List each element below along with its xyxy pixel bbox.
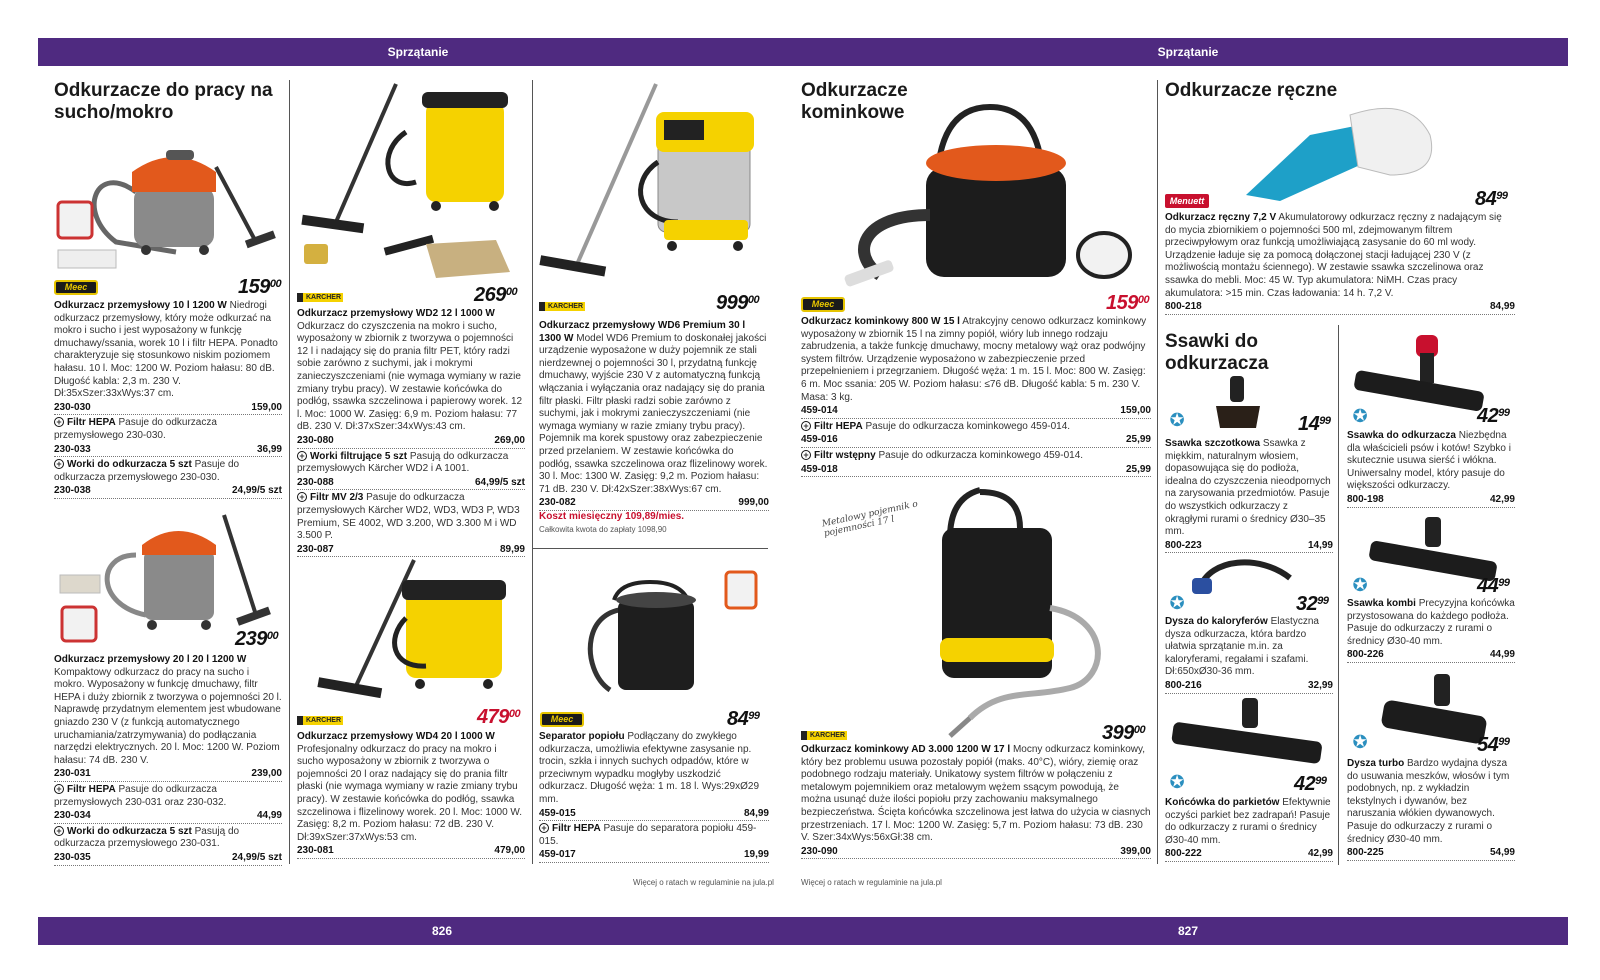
product-description: Model WD6 Premium to doskonałej jakości urządzenie wyposażone w duży pojemnik ze stali nierdzewnej o pojemności 30 l, przydatną funkcję dmuchawy, wyjście 230 V z automatyczną funkcją włączania i wyłączania oraz nadający się do prania filtr płaski. Filtr płaski radzi sobie zarówno z suchymi, jak i mokrymi zanieczyszczeniami (nie wymaga wymiany w razie zmiany trybu pracy). Pojemnik ma korek spustowy oraz zabezpieczenie przed przelaniem. W zestawie końcówka do podłóg, ssawka szczelinowa oraz flizelinowy worek. 30 l. Moc: 1300 W. Zasięg: 9,2 m. Poziom hałasu: 71 dB. 230 V. Dł:42xSzer:38xWys:67 cm. [539, 332, 768, 495]
product-name: Odkurzacz przemysłowy WD2 12 l 1000 W [297, 308, 495, 319]
product-block [54, 300, 282, 499]
karcher-logo: KARCHER [539, 302, 585, 311]
plus-circle-icon: + [801, 421, 811, 431]
accessory-item: + Worki do odkurzacza 5 szt Pasuje do odkurzacza przemysłowego 230-030. [54, 459, 240, 483]
product-image-fireplace-vacuum-15l [840, 105, 1140, 295]
sku-row: 230-082 999,00 [539, 497, 769, 511]
page-footer-banner [38, 917, 1568, 945]
price-tag: $399^{00}$ [1102, 722, 1146, 744]
accessory-item: + Filtr HEPA Pasuje do odkurzacza przemysłowych 230-031 oraz 230-032. [54, 783, 227, 808]
meec-logo: Meec [540, 712, 584, 727]
page-number-left: 826 [431, 924, 453, 938]
price-tag: $239^{00}$ [235, 628, 279, 650]
product-description: Ssawka z miękkim, naturalnym włosiem, dopasowująca się do podłoża, idealna do czyszczenia nieodpornych na zarysowania przedmiotów. Pasuje do wszystkich odkurzaczy z okrągłymi rurami o średnicy Ø30–35 mm. [1165, 438, 1331, 538]
price-tag: $84^{99}$ [1475, 188, 1508, 210]
plus-circle-icon: + [297, 492, 307, 502]
product-description: Kompaktowy odkurzacz do pracy na sucho i mokro. Wyposażony w funkcję dmuchawy, filtr HEPA i duży zbiornik z tworzywa o pojemności 20 l. Naprawdę przydatnym elementem jest wbudowane gniazdo 230 V (z funkcją automatycznego uruchamiania/zatrzymywania) do podłączania narzędzi elektrycznych. 20 l. Moc: 1200 W. Poziom hałasu: 74 dB. 230 V. [54, 666, 282, 766]
sku-row: 230-088 64,99/5 szt [297, 477, 525, 491]
price-tag: $999^{00}$ [716, 292, 760, 314]
sku-row: 800-216 32,99 [1165, 680, 1333, 694]
product-name: Ssawka kombi [1347, 598, 1416, 609]
product-block [1165, 212, 1515, 315]
sku-row: 800-225 54,99 [1347, 847, 1515, 861]
installment-footnote: Więcej o ratach w regulaminie na jula.pl [801, 878, 942, 887]
plus-circle-icon: + [297, 451, 307, 461]
price-tag: $54^{99}$ [1477, 734, 1510, 756]
product-image-brush-nozzle [1208, 372, 1268, 432]
product-block [297, 731, 525, 859]
sku-row: 800-218 84,99 [1165, 301, 1515, 315]
product-name: Odkurzacz kominkowy 800 W 15 l [801, 316, 960, 327]
sku-row: 800-222 42,99 [1165, 848, 1333, 862]
sku-row: 230-034 44,99 [54, 810, 282, 824]
sku-row: 230-038 24,99/5 szt [54, 485, 282, 499]
accessory-item: + Filtr MV 2/3 Pasuje do odkurzacza przemysłowych Kärcher WD2, WD3, WD3 P, WD3 Premium, SE 4002, WD 3.200, WD 3.300 M i WD 3.500 P. [297, 492, 520, 542]
section-title-left: Sprzątanie [387, 45, 449, 59]
price-tag: $479^{00}$ [477, 706, 521, 728]
product-block [1165, 616, 1333, 694]
product-block [297, 308, 525, 557]
column-divider [1338, 325, 1339, 865]
monthly-cost: Koszt miesięczny 109,89/mies. [539, 510, 685, 522]
product-description: Bardzo wydajna dysza do usuwania meszków, włosów i tym podobnych, np. z wykładzin tekstylnych i dywanów, bez naruszania włókien dywanowych. Pasuje do odkurzaczy z rurami o średnicy Ø30-40 mm. [1347, 758, 1510, 845]
product-block [539, 320, 769, 536]
product-description: Profesjonalny odkurzacz do pracy na mokro i sucho wyposażony w zbiornik z tworzywa o pojemności 20 l oraz nadający się do prania filtr płaski (nie wymaga wymiany w razie zmiany trybu pracy). W zestawie końcówka do podłóg, ssawka szczelinowa i flizelinowy worek. 20 l. Moc: 1000 W. Zasięg: 8,2 m. Poziom hałasu: 72 dB. 230 V. Dł:39xSzer:37xWys:53 cm. [297, 743, 523, 843]
product-name: Dysza do kaloryferów [1165, 616, 1268, 627]
plus-circle-icon: + [54, 784, 64, 794]
accessory-item: + Filtr HEPA Pasuje do odkurzacza kominkowego 459-014. [801, 421, 1151, 434]
sku-row: 459-015 84,99 [539, 808, 769, 822]
product-block [54, 654, 282, 866]
karcher-logo: KARCHER [801, 731, 847, 740]
price-tag: $14^{99}$ [1298, 413, 1331, 435]
total-cost: Całkowita kwota do zapłaty 1098,90 [539, 524, 667, 534]
sku-row: 459-018 25,99 [801, 464, 1151, 478]
product-name: Końcówka do parkietów [1165, 797, 1280, 808]
product-description: Odkurzacz do czyszczenia na mokro i sucho, wyposażony w zbiornik z tworzywa o pojemności 12 l i nadający się do prania filtr PET, który radzi sobie zarówno z suchymi, jak i mokrymi zanieczyszczeniami (nie wymaga wymiany w razie zmiany trybu pracy). W zestawie końcówka do podłóg, ssawka szczelinowa i papierowy worek. 12 l. Moc: 1000 W. Zasięg: 6,9 m. Poziom hałasu: 77 dB. 230 V. Dł:37xSzer:34xWys:43 cm. [297, 320, 523, 433]
product-description: Podłączany do zwykłego odkurzacza, umożliwia efektywne zasysanie np. trocin, szkła i innych suchych odpadów, które w przeciwnym wypadku mogłyby uszkodzić odkurzacz. Długość węża: 1 m. 18 l. Wys:29xØ29 mm. [539, 731, 759, 805]
product-image-handheld [1240, 105, 1440, 205]
product-image-wd6 [538, 82, 766, 292]
product-block [1347, 598, 1515, 663]
karcher-logo: KARCHER [297, 716, 343, 725]
sku-row: 230-090 399,00 [801, 846, 1151, 860]
price-tag: $159^{00}$ [238, 276, 282, 298]
product-name: Odkurzacz ręczny 7,2 V [1165, 212, 1277, 223]
section-heading-wet-dry: Odkurzacze do pracy na sucho/mokro [54, 80, 273, 123]
page-number-right: 827 [1177, 924, 1199, 938]
sku-row: 230-080 269,00 [297, 435, 525, 449]
sku-row: 800-226 44,99 [1347, 649, 1515, 663]
section-heading-handheld: Odkurzacze ręczne [1165, 80, 1338, 101]
product-image-wd4 [296, 558, 526, 708]
sku-row: 459-016 25,99 [801, 434, 1151, 448]
product-description: Niezbędna dla właścicieli psów i kotów! Szybko i skutecznie usuwa sierść i włókna. Uniwersalny model, który pasuje do większości odkurzaczy. [1347, 430, 1511, 492]
sku-row: 230-030 159,00 [54, 402, 282, 416]
sku-row: 230-087 89,99 [297, 544, 525, 558]
column-divider [532, 80, 533, 864]
section-banner [38, 38, 1568, 66]
sku-row: 230-031 239,00 [54, 768, 282, 782]
accessory-item: + Worki filtrujące 5 szt Pasują do odkurzacza przemysłowych Kärcher WD2 i A 1001. [297, 450, 509, 475]
product-name: Odkurzacz przemysłowy WD6 Premium 30 l 1300 W [539, 320, 746, 344]
price-tag: $32^{99}$ [1296, 593, 1329, 615]
product-description: Precyzyjna końcówka przystosowana do każdego podłoża. Pasuje do odkurzaczy z rurami o średnicy Ø30-40 mm. [1347, 598, 1515, 647]
product-description: Niedrogi odkurzacz przemysłowy, który może odkurzać na mokro i sucho i jest wyposażony w funkcję dmuchawy/ssania, worek 10 l i filtr HEPA. Ponadto charakteryzuje się stosunkowo niskim poziomem hałasu. 10 l. Moc: 1200 W. Poziom hałasu: 80 dB. Długość kabla: 2,3 m. 230 V. Dł:35xSzer:33xWys:37 cm. [54, 300, 278, 400]
product-description: Efektywnie oczyści parkiet bez zadrapań! Pasuje do odkurzaczy z rurami o średnicy Ø30-40 mm. [1165, 797, 1331, 846]
installment-footnote: Więcej o ratach w regulaminie na jula.pl [633, 878, 774, 887]
product-description: Atrakcyjny cenowo odkurzacz kominkowy wyposażony w zbiornik 15 l na zimny popiół, wióry lub innego rodzaju zabrudzenia, a także funkcję dmuchawy, mocny metalowy wąż oraz podwójny system filtrów. Urządzenie wyposażono w zabezpieczenie przed przepełnieniem i przegrzaniem. Długość węża: 1 m. 15 l. Moc: 800 W. Zasięg: 6 m. Moc ssania: 205 W. Poziom hałasu: ≤76 dB. Długość kabla: 5 m. 230 V. Masa: 3 kg. [801, 316, 1147, 403]
plus-circle-icon: + [539, 823, 549, 833]
price-tag: $269^{00}$ [474, 284, 518, 306]
sku-row: 800-223 14,99 [1165, 540, 1333, 554]
product-name: Odkurzacz przemysłowy WD4 20 l 1000 W [297, 731, 495, 742]
product-block [1347, 758, 1515, 861]
section-title-right: Sprzątanie [1157, 45, 1219, 59]
row-divider [532, 548, 768, 549]
sku-row: 230-081 479,00 [297, 845, 525, 859]
product-name: Ssawka szczotkowa [1165, 438, 1261, 449]
section-heading-nozzles: Ssawki do odkurzacza [1165, 331, 1269, 374]
sku-row: 459-014 159,00 [801, 405, 1151, 419]
price-tag: $42^{99}$ [1477, 405, 1510, 427]
product-name: Odkurzacz kominkowy AD 3.000 1200 W 17 l [801, 744, 1011, 755]
product-description: Elastyczna dysza odkurzacza, która bardzo ułatwia sprzątanie m.in. za kaloryferami, regałami i szafami. Dł:650xØ30-36 mm. [1165, 616, 1319, 678]
plus-circle-icon: + [54, 826, 64, 836]
menuett-logo: Menuett [1165, 194, 1209, 208]
price-tag: $42^{99}$ [1294, 773, 1327, 795]
product-description: Akumulatorowy odkurzacz ręczny z nadającym się do mycia zbiornikiem o pojemności 500 ml, zdejmowanym filtrem przeciwpyłowym oraz funkcją umożliwiającą zasysanie do 60 ml wody. Urządzenie ładuje się za pomocą dołączonej stacji ładującej 230 V (z możliwością montażu ściennego). W zestawie ssawka szczelinowa oraz ssawka do mebli. Moc: 45 W. Typ akumulatora: NiMH. Czas pracy akumulatora: >15 min. Czas ładowania: 14 h. 7,2 V. [1165, 212, 1502, 299]
product-image-vacuum-10l [56, 132, 282, 272]
product-image-ash-separator [560, 570, 760, 705]
star-badge-icon: ✪ [1169, 410, 1185, 430]
accessory-item: + Filtr wstępny Pasuje do odkurzacza kominkowego 459-014. [801, 450, 1151, 463]
section-heading-fireplace: Odkurzacze kominkowe [801, 80, 908, 123]
product-name: Dysza turbo [1347, 758, 1405, 769]
star-badge-icon: ✪ [1352, 575, 1368, 595]
plus-circle-icon: + [54, 459, 64, 469]
karcher-logo: KARCHER [297, 293, 343, 302]
product-image-radiator-nozzle [1190, 548, 1300, 608]
meec-logo: Meec [54, 280, 98, 295]
accessory-item: + Filtr HEPA Pasuje do separatora popiołu 459-015. [539, 823, 757, 847]
product-name: Ssawka do odkurzacza [1347, 430, 1456, 441]
star-badge-icon: ✪ [1169, 772, 1185, 792]
handwritten-note: Metalowy pojemnik o pojemności 17 l [821, 499, 919, 540]
sku-row: 800-198 42,99 [1347, 494, 1515, 508]
meec-logo: Meec [801, 297, 845, 312]
column-divider [289, 80, 290, 864]
price-tag: $84^{99}$ [727, 708, 760, 730]
product-block [1347, 430, 1515, 508]
price-tag: $159^{00}$ [1106, 292, 1150, 314]
product-name: Odkurzacz przemysłowy 20 l 20 l 1200 W [54, 654, 247, 665]
plus-circle-icon: + [54, 417, 64, 427]
product-name: Odkurzacz przemysłowy 10 l 1200 W [54, 300, 227, 311]
accessory-item: + Filtr HEPA Pasuje do odkurzacza przemysłowego 230-030. [54, 417, 217, 441]
star-badge-icon: ✪ [1352, 732, 1368, 752]
product-block [801, 316, 1151, 477]
product-block [801, 744, 1151, 859]
accessory-item: + Worki do odkurzacza 5 szt Pasują do odkurzacza przemysłowego 230-031. [54, 825, 240, 850]
product-image-vacuum-20l [56, 515, 282, 645]
sku-row: 230-035 24,99/5 szt [54, 852, 282, 866]
star-badge-icon: ✪ [1352, 406, 1368, 426]
price-tag: $44^{99}$ [1477, 575, 1510, 597]
star-badge-icon: ✪ [1169, 593, 1185, 613]
product-image-parquet-nozzle [1168, 696, 1328, 766]
product-image-ad3000 [880, 488, 1120, 738]
column-divider [1157, 80, 1158, 864]
product-image-wd2 [296, 82, 526, 282]
product-name: Separator popiołu [539, 731, 625, 742]
plus-circle-icon: + [801, 450, 811, 460]
sku-row: 230-033 36,99 [54, 444, 282, 458]
product-block [1165, 797, 1333, 862]
product-block [1165, 438, 1333, 553]
sku-row: 459-017 19,99 [539, 849, 769, 863]
product-description: Mocny odkurzacz kominkowy, który bez problemu usuwa pozostały popiół (maks. 40°C), wióry, ziemię oraz podobnego rodzaju materiały. Unikatowy system filtrów w połączeniu z metalowym pojemnikiem oraz metalowym wężem ssącym powodują, że można usunąć duże ilości popiołu przy zachowaniu maksymalnego bezpieczeństwa. Ścięta końcówka szczelinowa jest łatwa do użycia w ciasnych przestrzeniach. 17 l. Moc: 1200 W. Zasięg: 5,7 m. Poziom hałasu: 73 dB. 230 V. Szer:34xWys:56xGł:38 cm. [801, 744, 1151, 844]
product-block [539, 731, 769, 863]
